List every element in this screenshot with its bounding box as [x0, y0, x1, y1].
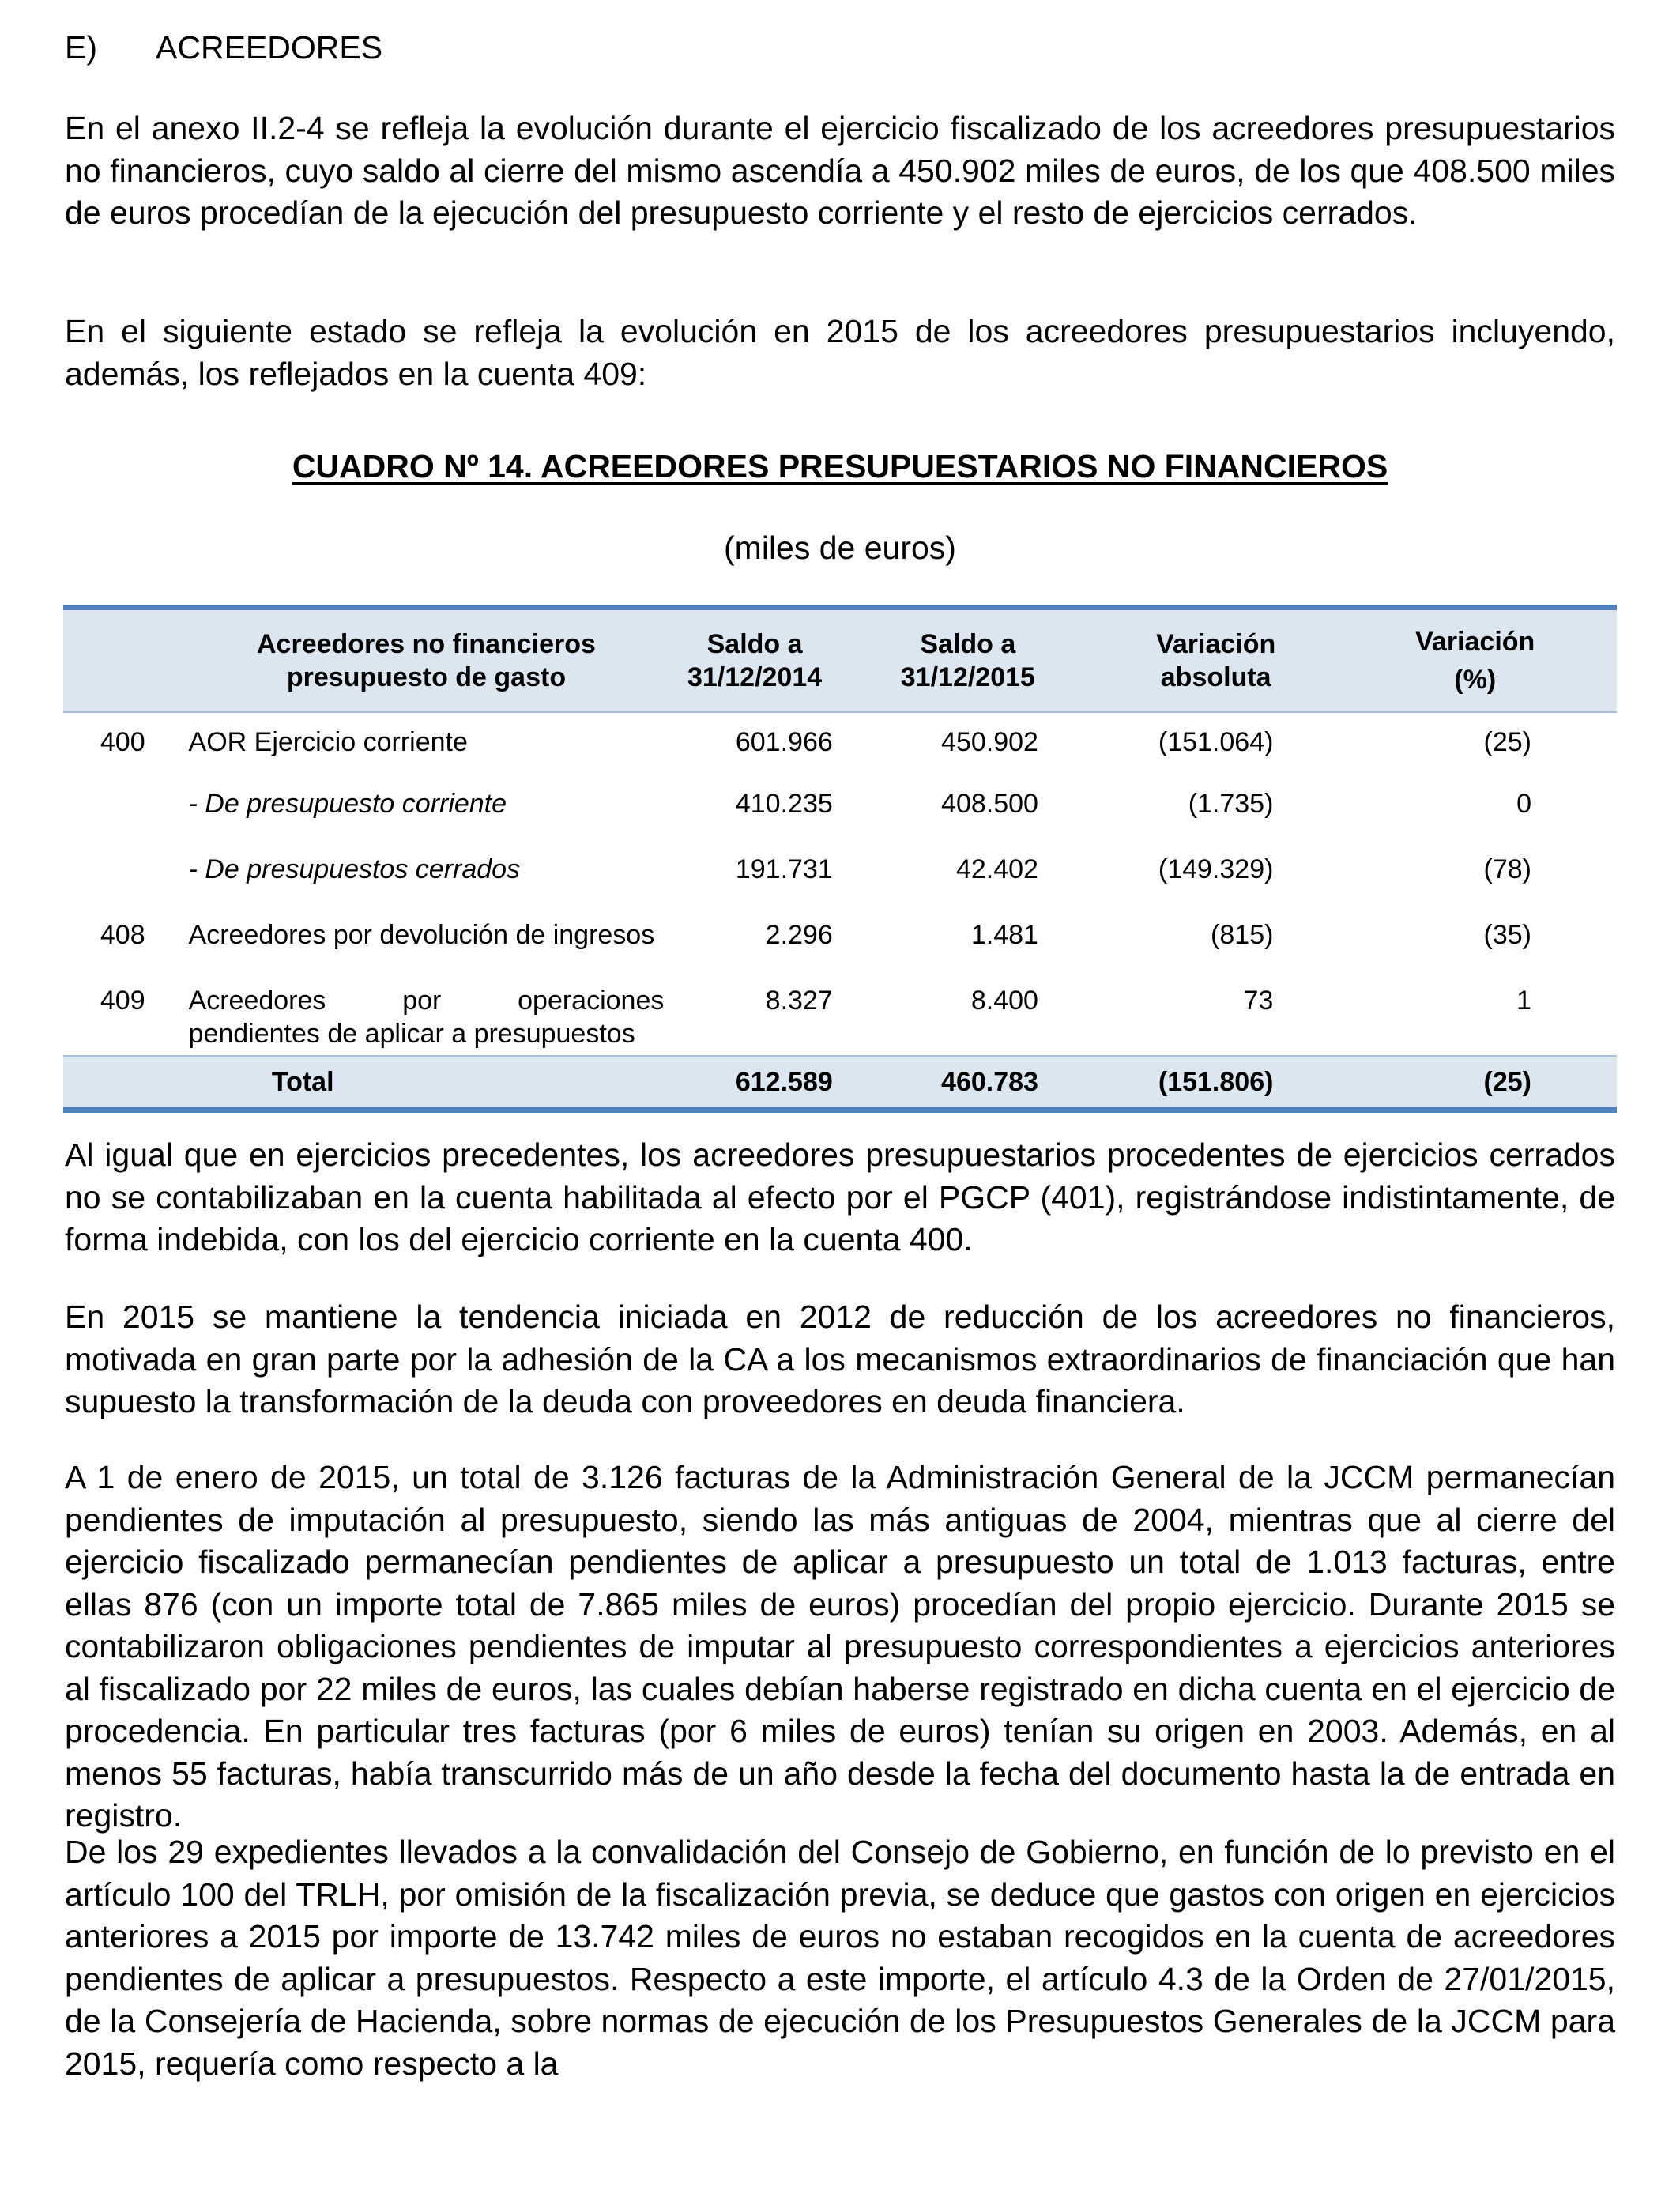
- header-saldo-2014-line1: Saldo a: [706, 629, 803, 659]
- table-row: [63, 712, 1617, 778]
- header-variacion-pct-line1: Variación: [1415, 627, 1535, 657]
- header-variacion-pct-line2: (%): [1454, 665, 1497, 695]
- header-saldo-2015-line1: Saldo a: [920, 629, 1016, 659]
- row-saldo-2014: 410.235: [735, 789, 833, 819]
- total-variacion-absoluta: (151.806): [1098, 1056, 1333, 1110]
- section-title: ACREEDORES: [156, 29, 383, 66]
- row-variacion-pct: (25): [1483, 727, 1531, 757]
- row-saldo-2015: 8.400: [970, 986, 1038, 1016]
- table-row: [63, 843, 1617, 909]
- row-description: - De presupuesto corriente: [188, 789, 507, 819]
- header-description-line2: presupuesto de gasto: [286, 662, 567, 692]
- total-saldo-2015: 460.783: [838, 1056, 1098, 1110]
- row-description: - De presupuestos cerrados: [188, 854, 521, 884]
- row-description: Acreedores por operaciones pendientes de aplicar a presupuestos: [188, 986, 665, 1049]
- row-variacion-pct: 1: [1516, 986, 1531, 1016]
- row-variacion-pct: (78): [1483, 854, 1531, 884]
- header-description-line1: Acreedores no financieros: [257, 629, 596, 659]
- header-variacion-absoluta: [1098, 608, 1333, 713]
- table-title: CUADRO Nº 14. ACREEDORES PRESUPUESTARIOS NO FINANCIEROS: [292, 448, 1388, 484]
- row-description: AOR Ejercicio corriente: [188, 727, 468, 757]
- table-header-row: [63, 608, 1617, 713]
- paragraph-2: En el siguiente estado se refleja la evolución en 2015 de los acreedores presupuestarios incluyendo, además, los reflejados en la cuenta 409:: [65, 313, 1615, 392]
- table-row: [63, 778, 1617, 843]
- table-row: [63, 909, 1617, 974]
- total-variacion-pct: (25): [1333, 1056, 1617, 1110]
- row-saldo-2015: 1.481: [970, 920, 1038, 950]
- row-saldo-2015: 408.500: [941, 789, 1038, 819]
- row-saldo-2015: 42.402: [955, 854, 1038, 884]
- paragraph-1: En el anexo II.2-4 se refleja la evolución durante el ejercicio fiscalizado de los acreedores presupuestarios no financieros, cuyo saldo al cierre del mismo ascendía a 450.902 miles de euros, de los que 408.500 miles de euros procedían de la ejecución del presupuesto corriente y el resto de ejercicios cerrados.: [65, 110, 1615, 231]
- row-code: 409: [100, 986, 145, 1016]
- paragraph-6: De los 29 expedientes llevados a la convalidación del Consejo de Gobierno, en función de lo previsto en el artículo 100 del TRLH, por omisión de la fiscalización previa, se deduce que gastos con origen en ejercicios anteriores a 2015 por importe de 13.742 miles de euros no estaban recogidos en la cuenta de acreedores pendientes de aplicar a presupuestos. Respecto a este importe, el artículo 4.3 de la Orden de 27/01/2015, de la Consejería de Hacienda, sobre normas de ejecución de los Presupuestos Generales de la JCCM para 2015, requería como respecto a la: [65, 1834, 1615, 2082]
- row-saldo-2014: 191.731: [735, 854, 833, 884]
- table-row: [63, 974, 1617, 1056]
- header-variacion-pct: [1333, 608, 1617, 713]
- row-variacion-pct: (35): [1483, 920, 1531, 950]
- row-saldo-2014: 601.966: [735, 727, 833, 757]
- row-saldo-2014: 8.327: [765, 986, 833, 1016]
- creditors-table: [63, 605, 1617, 1113]
- row-code: [63, 778, 183, 843]
- row-saldo-2015: 450.902: [941, 727, 1038, 757]
- row-code: 400: [100, 727, 145, 757]
- paragraph-4: En 2015 se mantiene la tendencia iniciada en 2012 de reducción de los acreedores no financieros, motivada en gran parte por la adhesión de la CA a los mecanismos extraordinarios de financiación que han supuesto la transformación de la deuda con proveedores en deuda financiera.: [65, 1299, 1615, 1419]
- row-variacion-pct: 0: [1516, 789, 1531, 819]
- total-label: Total: [63, 1056, 670, 1110]
- header-variacion-absoluta-line2: absoluta: [1160, 662, 1271, 692]
- row-description: Acreedores por devolución de ingresos: [188, 920, 655, 950]
- paragraph-5: A 1 de enero de 2015, un total de 3.126 facturas de la Administración General de la JCCM permanecían pendientes de imputación al presupuesto, siendo las más antiguas de 2004, mientras que al cierre del ejercicio fiscalizado permanecían pendientes de aplicar a presupuesto un total de 1.013 facturas, entre ellas 876 (con un importe total de 7.865 miles de euros) procedían del propio ejercicio. Durante 2015 se contabilizaron obligaciones pendientes de imputar al presupuesto correspondientes a ejercicios anteriores al fiscalizado por 22 miles de euros, las cuales debían haberse registrado en dicha cuenta en el ejercicio de procedencia. En particular tres facturas (por 6 miles de euros) tenían su origen en 2003. Además, en al menos 55 facturas, había transcurrido más de un año desde la fecha del documento hasta la de entrada en registro.: [65, 1459, 1615, 1834]
- row-saldo-2014: 2.296: [765, 920, 833, 950]
- row-code: [63, 843, 183, 909]
- header-saldo-2015: [838, 608, 1098, 713]
- total-saldo-2014: 612.589: [670, 1056, 837, 1110]
- row-variacion-absoluta: (151.064): [1158, 727, 1274, 757]
- section-heading: [65, 24, 382, 71]
- header-saldo-2014-line2: 31/12/2014: [687, 662, 823, 692]
- header-saldo-2015-line2: 31/12/2015: [900, 662, 1035, 692]
- row-code: 408: [100, 920, 145, 950]
- header-code: [63, 608, 183, 713]
- section-letter: E): [65, 29, 97, 66]
- row-variacion-absoluta: (1.735): [1188, 789, 1274, 819]
- table-total-row: [63, 1056, 1617, 1110]
- row-variacion-absoluta: (149.329): [1158, 854, 1274, 884]
- table-units: (miles de euros): [724, 530, 956, 566]
- header-description: [183, 608, 671, 713]
- paragraph-3: Al igual que en ejercicios precedentes, los acreedores presupuestarios procedentes de ejercicios cerrados no se contabilizaban en la cuenta habilitada al efecto por el PGCP (401), registrándose indistintamente, de forma indebida, con los del ejercicio corriente en la cuenta 400.: [65, 1137, 1615, 1257]
- header-variacion-absoluta-line1: Variación: [1156, 629, 1276, 659]
- header-saldo-2014: [670, 608, 837, 713]
- row-variacion-absoluta: 73: [1243, 986, 1274, 1016]
- row-variacion-absoluta: (815): [1211, 920, 1274, 950]
